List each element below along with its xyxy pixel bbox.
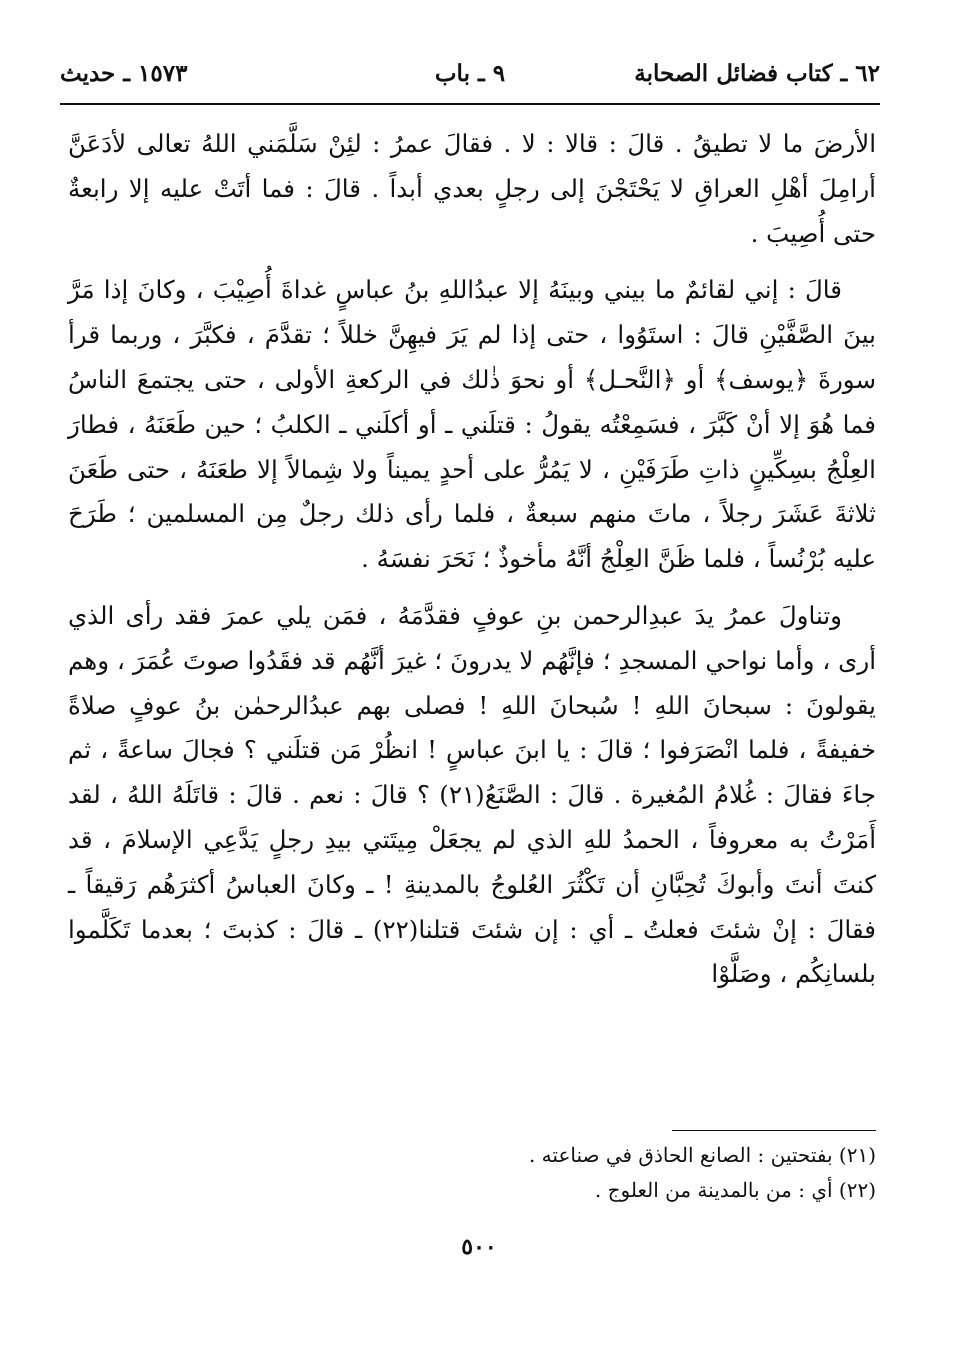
footnote-22: (٢٢) أي : من بالمدينة من العلوج . <box>594 1178 876 1202</box>
header-hadith-number: ١٥٧٣ ـ حديث <box>60 59 188 87</box>
paragraph-2: قالَ : إني لقائمٌ ما بيني وبينَهُ إلا عبدُاللهِ بنُ عباسٍ غداةَ أُصِيْبَ ، وكانَ إذا مَرَّ بينَ الصَّفَّيْنِ قالَ : استَوُوا ، حتى إذا لم يَرَ فيهِنَّ خللاً ؛ تقدَّمَ ، فكبَّرَ ، وربما قرأ سورةَ ﴿يوسف﴾ أو ﴿النَّحـل﴾ أو نحوَ ذٰلك في الركعةِ الأولى ، حتى يجتمعَ الناسُ فما هُوَ إلا أنْ كَبَّرَ ، فسَمِعْتُه يقولُ : قتلَني ـ أو أكلَني ـ الكلبُ ؛ حين طَعَنَهُ ، فطارَ العِلْجُ بسِكِّينٍ ذاتِ طَرَفَيْنِ ، لا يَمُرُّ على أحدٍ يميناً ولا شِمالاً إلا طعَنَهُ ، حتى طَعَنَ ثلاثةَ عَشَرَ رجلاً ، ماتَ منهم سبعةٌ ، فلما رأى ذلك رجلٌ مِن المسلمين ؛ طَرَحَ عليه بُرْنُساً ، فلما ظَنَّ العِلْجُ أنَّهُ مأخوذٌ ؛ نَحَرَ نفسَهُ . <box>68 275 876 574</box>
running-header <box>60 55 880 91</box>
header-chapter: ٩ ـ باب <box>434 59 506 87</box>
footnote-divider <box>672 1130 876 1131</box>
page-number: ٥٠٠ <box>461 1234 497 1260</box>
main-text <box>68 122 876 997</box>
paragraph-3: وتناولَ عمرُ يدَ عبدِالرحمن بنِ عوفٍ فقدَّمَهُ ، فمَن يلي عمرَ فقد رأى الذي أرى ، وأما نواحي المسجدِ ؛ فإنَّهُم لا يدرونَ ؛ غيرَ أنَّهُم قد فقَدُوا صوتَ عُمَرَ ، وهم يقولونَ : سبحانَ اللهِ ! سُبحانَ اللهِ ! فصلى بهم عبدُالرحمٰن بنُ عوفٍ صلاةً خفيفةً ، فلما انْصَرَفوا ؛ قالَ : يا ابنَ عباسٍ ! انظُرْ مَن قتلَني ؟ فجالَ ساعةً ، ثم جاءَ فقالَ : غُلامُ المُغيرة . قالَ : الصَّنَعُ(٢١) ؟ قالَ : نعم . قالَ : قاتَلَهُ اللهُ ، لقد أَمَرْتُ به معروفاً ، الحمدُ للهِ الذي لم يجعَلْ مِيتَتي بيدِ رجلٍ يَدَّعِي الإسلامَ ، قد كنتَ أنتَ وأبوكَ تُحِبَّانِ أن تَكْثُرَ العُلوجُ بالمدينةِ ! ـ وكانَ العباسُ أكثرَهُم رَقيقاً ـ فقالَ : إنْ شئتَ فعلتُ ـ أي : إن شئتَ قتلنا(٢٢) ـ قالَ : كذبتَ ؛ بعدما تَكَلَّموا بلسانِكُم ، وصَلَّوْا <box>68 600 876 989</box>
footnote-21: (٢١) بفتحتين : الصانع الحاذق في صناعته . <box>528 1143 876 1167</box>
footnotes <box>200 1138 876 1208</box>
header-divider <box>60 103 880 105</box>
paragraph-1: الأرضَ ما لا تطيقُ . قالَ : قالا : لا . فقالَ عمرُ : لئِنْ سَلَّمَني اللهُ تعالى لأدَعَنَّ أرامِلَ أهْلِ العراقِ لا يَحْتَجْنَ إلى رجلٍ بعدي أبداً . قالَ : فما أتَتْ عليه إلا رابعةٌ حتى أُصِيبَ . <box>68 129 876 248</box>
header-book-title: ٦٢ ـ كتاب فضائل الصحابة <box>634 59 880 87</box>
